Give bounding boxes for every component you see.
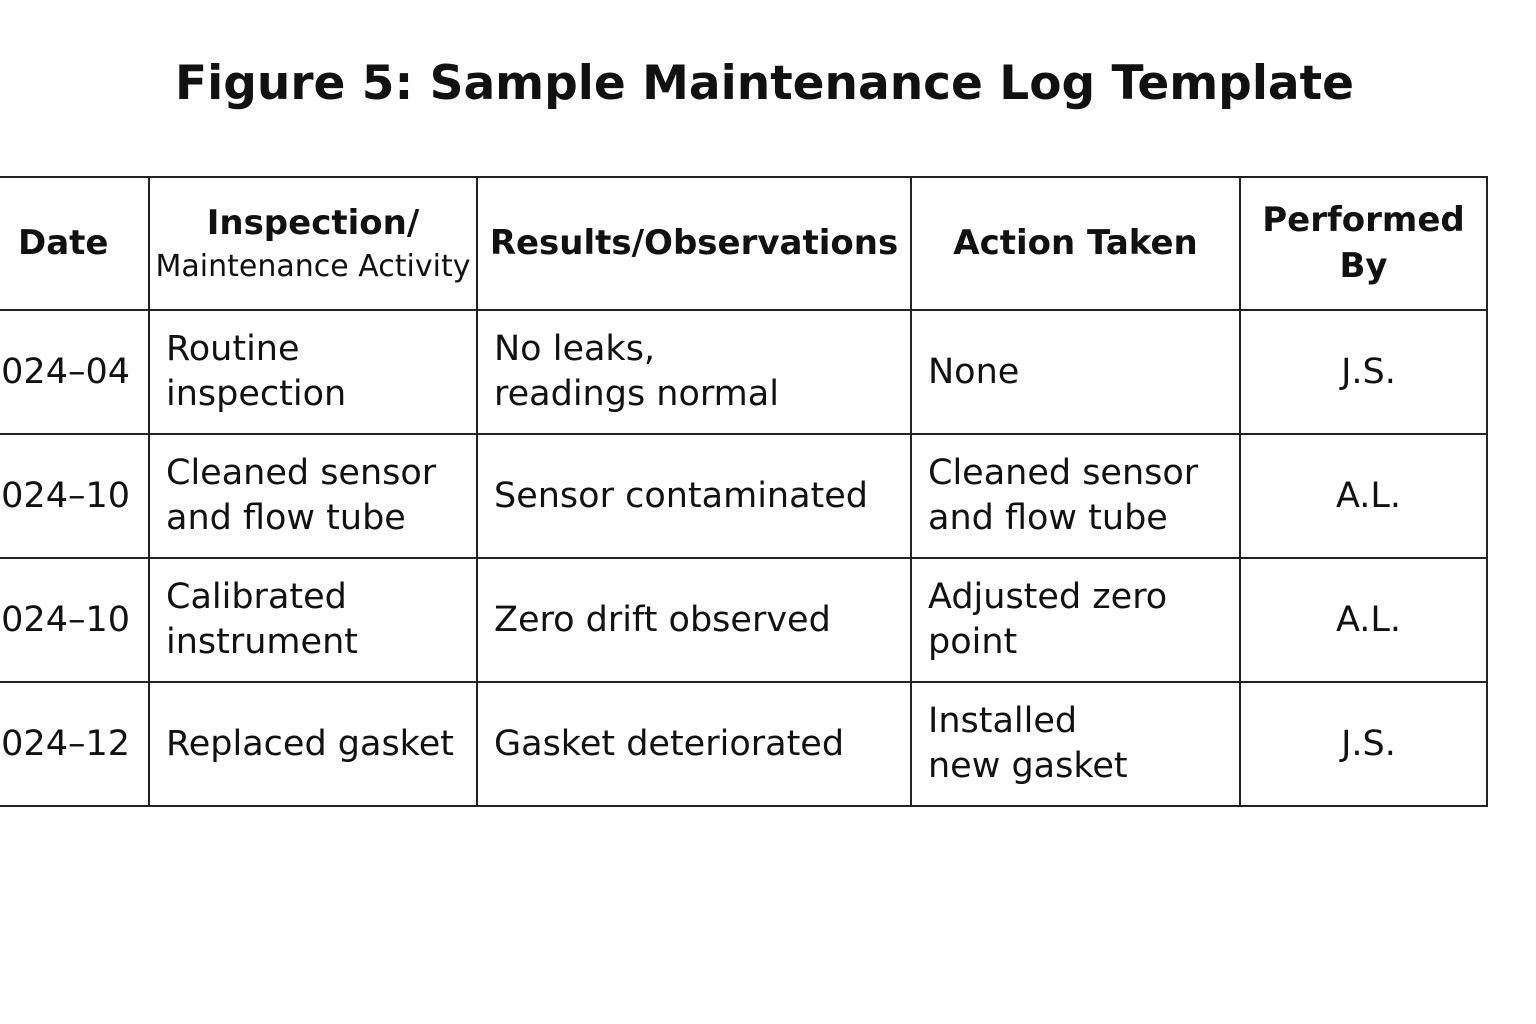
cell-results <box>477 682 911 806</box>
cell-date <box>0 558 149 682</box>
table-row <box>0 558 1487 682</box>
cell-activity <box>149 310 477 434</box>
cell-activity-text: Routine inspection <box>166 329 347 414</box>
cell-activity <box>149 434 477 558</box>
header-date <box>0 177 149 310</box>
table-row <box>0 682 1487 806</box>
cell-performed-by <box>1240 434 1487 558</box>
cell-action <box>911 310 1240 434</box>
cell-activity <box>149 558 477 682</box>
table-body <box>0 310 1487 806</box>
header-results-label: Results/Observations <box>489 222 899 263</box>
maintenance-log-table <box>0 176 1488 807</box>
cell-results-text: Gasket deteriorated <box>494 723 845 764</box>
cell-action-text: Cleaned sensor and flow tube <box>928 453 1199 538</box>
cell-date <box>0 682 149 806</box>
header-activity-line2: Maintenance Activity <box>155 248 471 284</box>
cell-action <box>911 558 1240 682</box>
cell-date <box>0 434 149 558</box>
cell-results-text: Zero drift observed <box>494 599 831 640</box>
cell-performed-by-text: A.L. <box>1335 475 1402 516</box>
cell-action <box>911 682 1240 806</box>
cell-date-text: 024–04 <box>1 351 130 392</box>
cell-date-text: 024–12 <box>1 723 130 764</box>
cell-results <box>477 434 911 558</box>
header-activity <box>149 177 477 310</box>
cell-results-text: Sensor contaminated <box>494 475 869 516</box>
cell-action-text: None <box>928 351 1020 392</box>
cell-performed-by <box>1240 682 1487 806</box>
cell-results <box>477 558 911 682</box>
cell-results <box>477 310 911 434</box>
cell-activity-text: Cleaned sensor and flow tube <box>166 453 437 538</box>
header-row <box>0 177 1487 310</box>
cell-performed-by-text: A.L. <box>1335 599 1402 640</box>
header-performed-by <box>1240 177 1487 310</box>
cell-performed-by <box>1240 310 1487 434</box>
cell-performed-by <box>1240 558 1487 682</box>
cell-performed-by-text: J.S. <box>1341 351 1396 392</box>
header-results <box>477 177 911 310</box>
cell-date <box>0 310 149 434</box>
table-row <box>0 434 1487 558</box>
header-action <box>911 177 1240 310</box>
header-date-label: Date <box>18 222 109 263</box>
cell-activity <box>149 682 477 806</box>
cell-performed-by-text: J.S. <box>1341 723 1396 764</box>
cell-action <box>911 434 1240 558</box>
header-performed-by-label: Performed By <box>1262 199 1465 286</box>
header-activity-line1: Inspection/ <box>206 203 420 244</box>
header-action-label: Action Taken <box>953 222 1198 263</box>
cell-date-text: 024–10 <box>1 599 130 640</box>
figure-title: Figure 5: Sample Maintenance Log Template <box>175 56 1354 111</box>
cell-activity-text: Calibrated instrument <box>166 577 358 662</box>
cell-action-text: Installed new gasket <box>928 701 1128 786</box>
table-header <box>0 177 1487 310</box>
cell-action-text: Adjusted zero point <box>928 577 1168 662</box>
table-row <box>0 310 1487 434</box>
cell-results-text: No leaks, readings normal <box>494 329 779 414</box>
cell-date-text: 024–10 <box>1 475 130 516</box>
cell-activity-text: Replaced gasket <box>166 723 454 764</box>
